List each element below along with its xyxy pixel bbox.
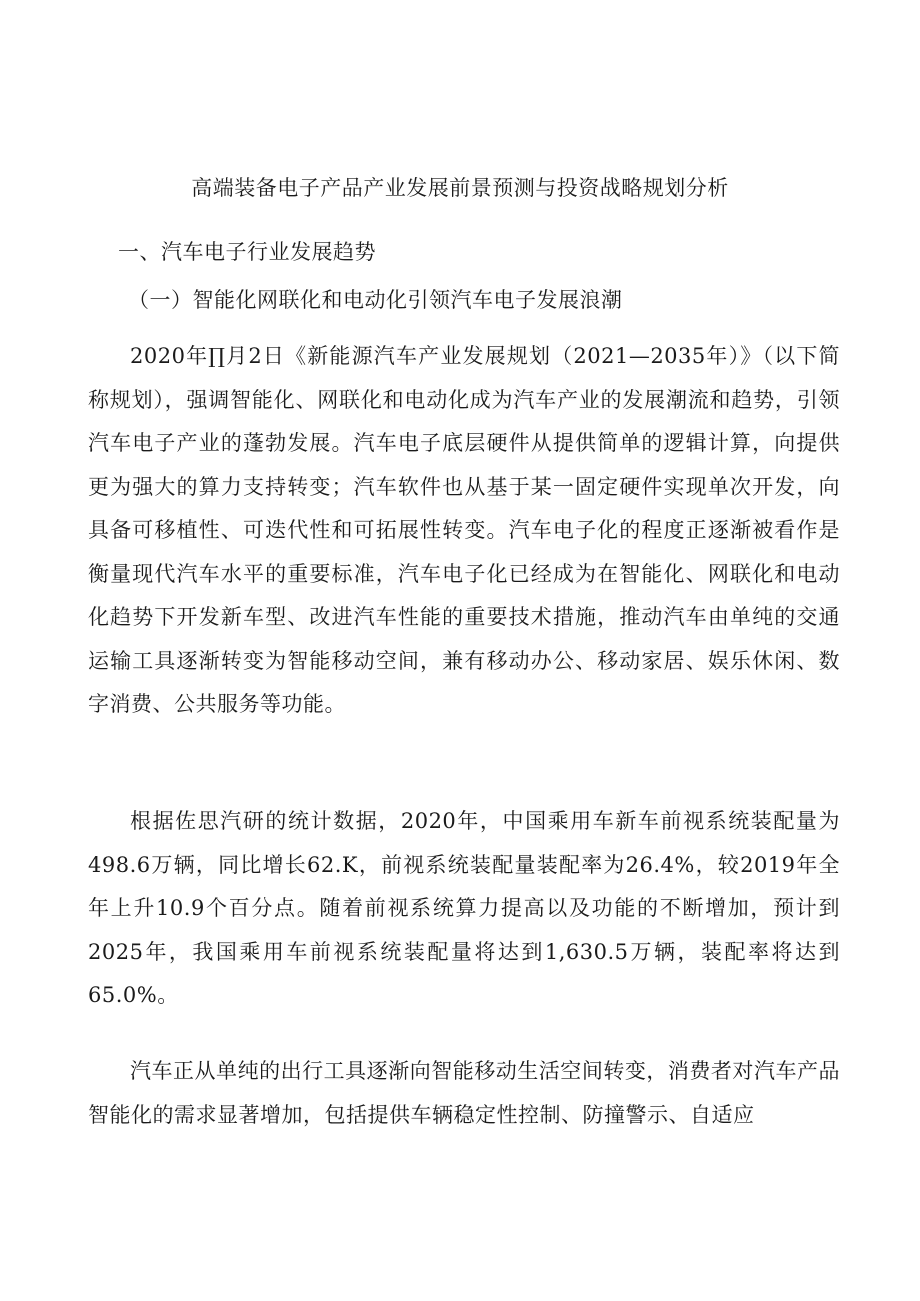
document-title: 高端装备电子产品产业发展前景预测与投资战略规划分析 — [191, 176, 729, 200]
paragraph-statistics: 根据佐思汽研的统计数据，2020年，中国乘用车新车前视系统装配量为498.6万辆，同比增长62.K，前视系统装配量装配率为26.4%，较2019年全年上升10.9个百分点。随着前视系统算力提高以及功能的不断增加，预计到2025年，我国乘用车前视系统装配量将达到1,630.5万辆，装配率将达到65.0%。 — [88, 809, 840, 1007]
subsection-heading: （一）智能化网联化和电动化引领汽车电子发展浪潮 — [128, 288, 623, 312]
paragraph-planning: 2020年∏月2日《新能源汽车产业发展规划（2021—2035年）》（以下简称规划），强调智能化、网联化和电动化成为汽车产业的发展潮流和趋势，引领汽车电子产业的蓬勃发展。汽车电子底层硬件从提供简单的逻辑计算，向提供更为强大的算力支持转变；汽车软件也从基于某一固定硬件实现单次开发，向具备可移植性、可迭代性和可拓展性转变。汽车电子化的程度正逐渐被看作是衡量现代汽车水平的重要标准，汽车电子化已经成为在智能化、网联化和电动化趋势下开发新车型、改进汽车性能的重要技术措施，推动汽车由单纯的交通运输工具逐渐转变为智能移动空间，兼有移动办公、移动家居、娱乐休闲、数字消费、公共服务等功能。 — [88, 344, 840, 716]
paragraph-smart-mobility: 汽车正从单纯的出行工具逐渐向智能移动生活空间转变，消费者对汽车产品智能化的需求显著增加，包括提供车辆稳定性控制、防撞警示、自适应 — [88, 1059, 840, 1127]
section-heading: 一、汽车电子行业发展趋势 — [118, 240, 376, 264]
